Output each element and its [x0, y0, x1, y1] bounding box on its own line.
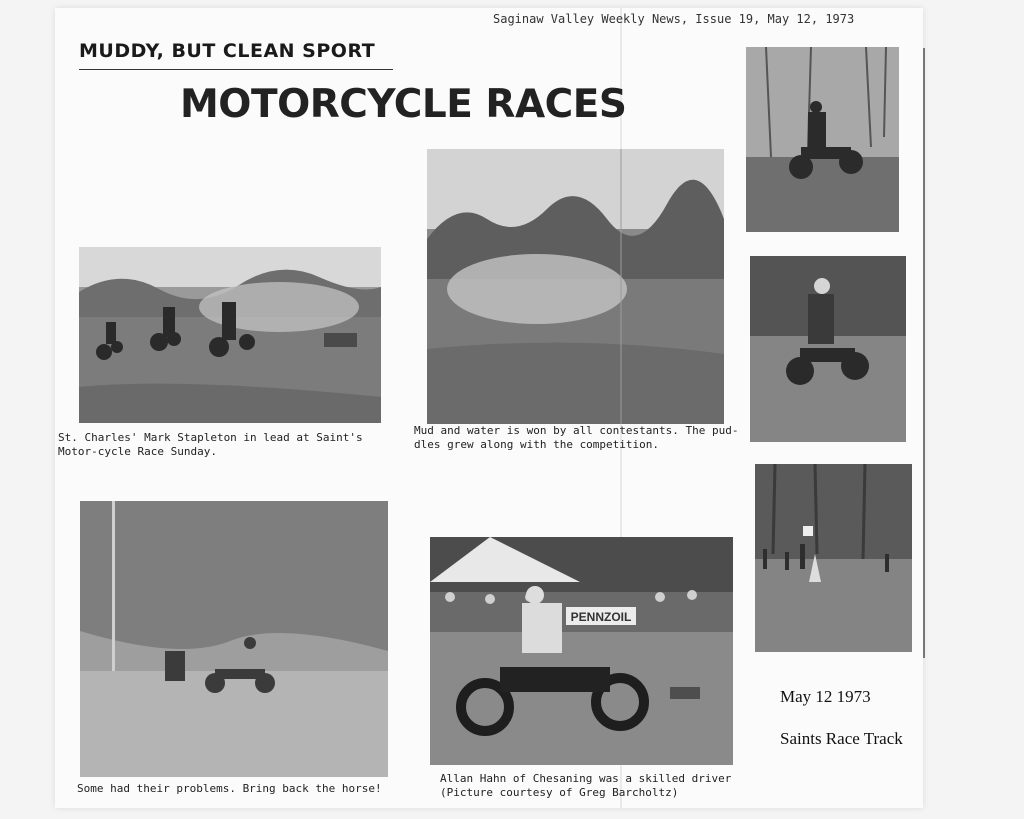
column-rule: [923, 48, 925, 658]
caption-photo2: Mud and water is won by all contestants. The pud-dles grew along with the competition.: [414, 424, 739, 451]
handwritten-date: May 12 1973: [780, 687, 871, 706]
kicker: MUDDY, BUT CLEAN SPORT: [79, 40, 376, 62]
headline: MOTORCYCLE RACES: [180, 82, 627, 127]
photo-rider-woods: [746, 47, 899, 232]
masthead: Saginaw Valley Weekly News, Issue 19, May 12, 1973: [493, 12, 855, 26]
photo-rider-problems: [80, 501, 388, 777]
caption-photo4: Some had their problems. Bring back the horse!: [77, 782, 382, 795]
caption-photo5: Allan Hahn of Chesaning was a skilled driver (Picture courtesy of Greg Barcholtz): [440, 772, 732, 799]
photo-allan-hahn: [430, 537, 733, 765]
kicker-rule: [79, 69, 393, 70]
photo-mud-and-water: [427, 149, 724, 424]
handwritten-place: Saints Race Track: [780, 729, 903, 748]
photo-rider-helmet: [750, 256, 906, 442]
caption-photo1: St. Charles' Mark Stapleton in lead at Saint's Motor-cycle Race Sunday.: [58, 431, 363, 458]
photo-stapleton-lead: [79, 247, 381, 423]
photo-finish-flag: [755, 464, 912, 652]
pennzoil-banner: PENNZOIL: [570, 610, 632, 624]
